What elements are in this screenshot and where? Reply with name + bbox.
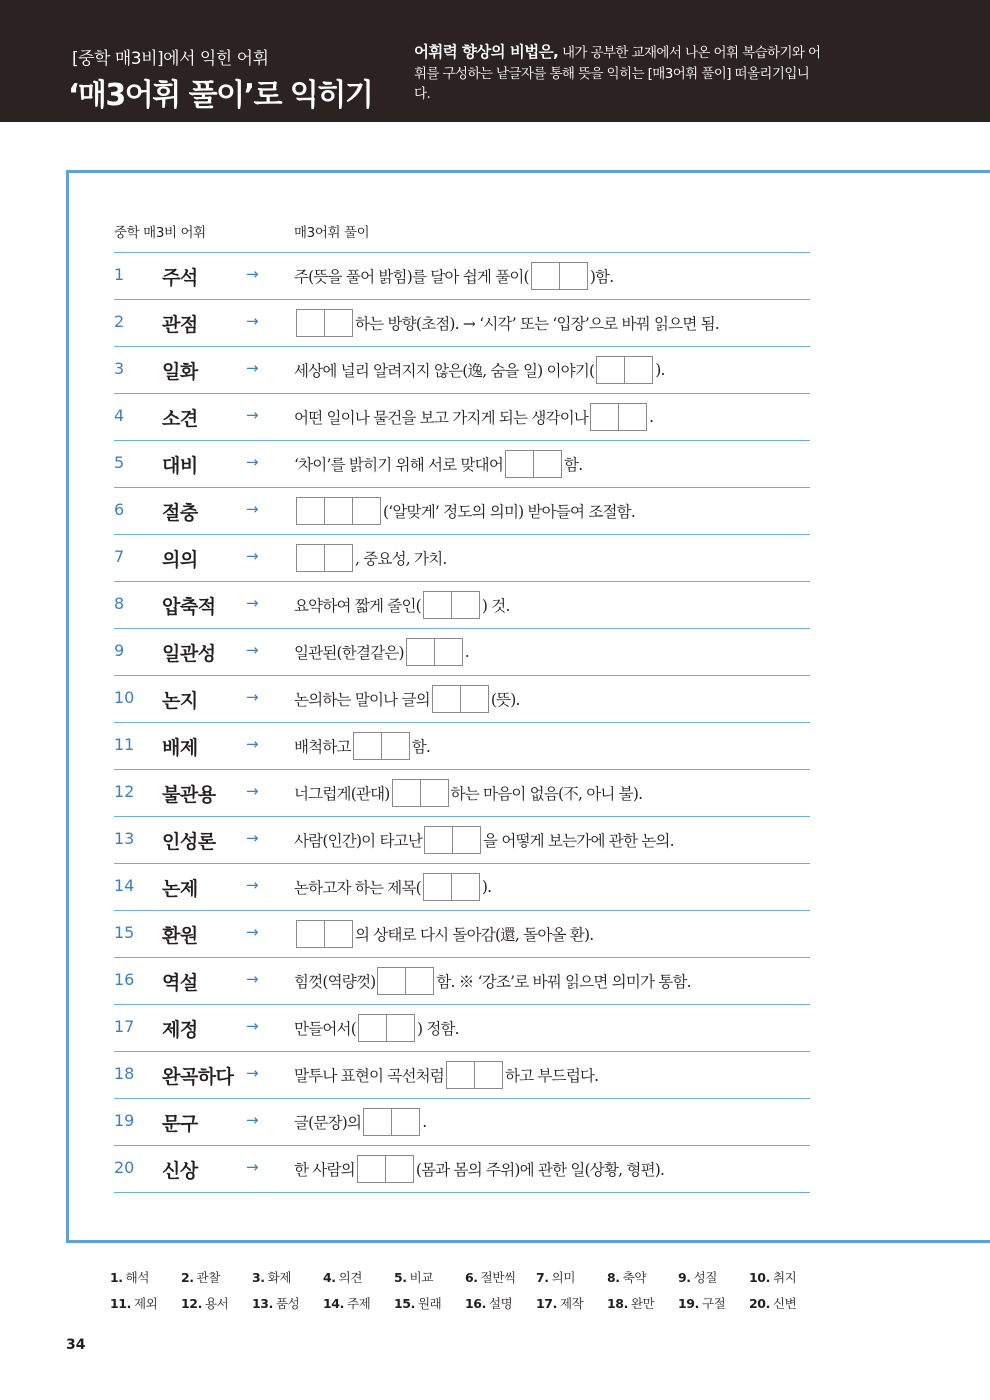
answer-key-row bbox=[110, 1268, 830, 1294]
vocab-word: 불관용 bbox=[162, 784, 216, 806]
explanation-prefix: 요약하여 짧게 줄인( bbox=[294, 597, 421, 615]
answer-number: 12. bbox=[181, 1296, 202, 1311]
explanation-suffix: 하는 마음이 없음(不, 아니 불). bbox=[450, 785, 643, 803]
explanation-prefix: 배척하고 bbox=[294, 738, 351, 756]
header-subtitle: [중학 매3비]에서 익힌 어휘 bbox=[72, 49, 269, 69]
vocab-word: 의의 bbox=[162, 549, 198, 571]
row-number: 7 bbox=[114, 547, 125, 566]
answer-blank-box[interactable] bbox=[505, 450, 562, 478]
arrow-icon: → bbox=[246, 782, 259, 800]
explanation-prefix: 너그럽게(관대) bbox=[294, 785, 390, 803]
answer-blank-box[interactable] bbox=[296, 309, 353, 337]
explanation-suffix: )함. bbox=[589, 268, 614, 286]
explanation-prefix: 세상에 널리 알려지지 않은(逸, 숨을 일) 이야기( bbox=[294, 362, 595, 380]
answer-item bbox=[110, 1268, 149, 1286]
row-number: 11 bbox=[114, 735, 135, 754]
page-number: 34 bbox=[66, 1337, 86, 1353]
vocab-row bbox=[114, 770, 810, 817]
vocab-explanation bbox=[294, 441, 582, 487]
answer-item bbox=[607, 1268, 646, 1286]
row-number: 12 bbox=[114, 782, 135, 801]
explanation-suffix: ) 것. bbox=[481, 597, 510, 615]
answer-item bbox=[252, 1294, 299, 1312]
answer-item bbox=[394, 1268, 433, 1286]
vocab-explanation bbox=[294, 253, 613, 299]
answer-item bbox=[323, 1268, 362, 1286]
vocab-explanation bbox=[294, 535, 447, 581]
answer-blank-box[interactable] bbox=[423, 873, 480, 901]
vocab-explanation bbox=[294, 770, 642, 816]
vocab-word: 일관성 bbox=[162, 643, 216, 665]
arrow-icon: → bbox=[246, 876, 259, 894]
arrow-icon: → bbox=[246, 500, 259, 518]
row-number: 5 bbox=[114, 453, 125, 472]
vocab-explanation bbox=[294, 629, 469, 675]
answer-number: 19. bbox=[678, 1296, 699, 1311]
answer-item bbox=[749, 1268, 796, 1286]
row-number: 2 bbox=[114, 312, 125, 331]
explanation-prefix: 논의하는 말이나 글의 bbox=[294, 691, 430, 709]
vocab-row bbox=[114, 958, 810, 1005]
explanation-suffix: 의 상태로 다시 돌아감(還, 돌아올 환). bbox=[355, 926, 594, 944]
vocab-row bbox=[114, 676, 810, 723]
vocab-explanation bbox=[294, 1052, 598, 1098]
explanation-prefix: 논하고자 하는 제목( bbox=[294, 879, 421, 897]
header-description bbox=[414, 42, 824, 105]
answer-blank-box[interactable] bbox=[296, 497, 381, 525]
column-header-vocab: 중학 매3비 어휘 bbox=[114, 225, 206, 241]
answer-blank-box[interactable] bbox=[406, 638, 463, 666]
answer-text: 해석 bbox=[125, 1270, 150, 1285]
answer-number: 15. bbox=[394, 1296, 415, 1311]
answer-blank-box[interactable] bbox=[357, 1155, 414, 1183]
answer-item bbox=[678, 1294, 725, 1312]
arrow-icon: → bbox=[246, 594, 259, 612]
answer-item bbox=[394, 1294, 441, 1312]
row-number: 13 bbox=[114, 829, 135, 848]
answer-item bbox=[181, 1294, 228, 1312]
vocab-row bbox=[114, 723, 810, 770]
explanation-suffix: (‘알맞게’ 정도의 의미) 받아들여 조절함. bbox=[383, 503, 635, 521]
vocab-row bbox=[114, 629, 810, 676]
answer-item bbox=[607, 1294, 654, 1312]
arrow-icon: → bbox=[246, 453, 259, 471]
vocab-explanation bbox=[294, 582, 510, 628]
arrow-icon: → bbox=[246, 641, 259, 659]
vocab-row bbox=[114, 817, 810, 864]
answer-blank-box[interactable] bbox=[590, 403, 647, 431]
answer-number: 6. bbox=[465, 1270, 478, 1285]
vocab-word: 대비 bbox=[162, 455, 198, 477]
answer-blank-box[interactable] bbox=[392, 779, 449, 807]
answer-item bbox=[536, 1268, 575, 1286]
vocab-word: 신상 bbox=[162, 1160, 198, 1182]
answer-text: 원래 bbox=[417, 1296, 442, 1311]
answer-item bbox=[323, 1294, 370, 1312]
answer-number: 2. bbox=[181, 1270, 194, 1285]
vocab-row bbox=[114, 911, 810, 958]
arrow-icon: → bbox=[246, 829, 259, 847]
answer-item bbox=[110, 1294, 157, 1312]
answer-number: 1. bbox=[110, 1270, 123, 1285]
arrow-icon: → bbox=[246, 359, 259, 377]
explanation-suffix: . bbox=[464, 643, 469, 661]
answer-blank-box[interactable] bbox=[432, 685, 489, 713]
explanation-suffix: . bbox=[422, 1113, 427, 1131]
answer-number: 18. bbox=[607, 1296, 628, 1311]
answer-number: 5. bbox=[394, 1270, 407, 1285]
row-number: 10 bbox=[114, 688, 135, 707]
row-number: 18 bbox=[114, 1064, 135, 1083]
vocab-row bbox=[114, 253, 810, 300]
answer-blank-box[interactable] bbox=[446, 1061, 503, 1089]
vocab-word: 제정 bbox=[162, 1019, 198, 1041]
answer-item bbox=[465, 1294, 512, 1312]
vocab-row bbox=[114, 1146, 810, 1193]
arrow-icon: → bbox=[246, 1064, 259, 1082]
row-number: 1 bbox=[114, 265, 125, 284]
explanation-suffix: (몸과 몸의 주위)에 관한 일(상황, 형편). bbox=[415, 1161, 665, 1179]
vocab-explanation bbox=[294, 1099, 426, 1145]
answer-text: 용서 bbox=[204, 1296, 229, 1311]
row-number: 19 bbox=[114, 1111, 135, 1130]
column-header-explanation: 매3어휘 풀이 bbox=[294, 225, 370, 241]
vocab-row bbox=[114, 488, 810, 535]
answer-text: 제작 bbox=[559, 1296, 584, 1311]
arrow-icon: → bbox=[246, 406, 259, 424]
vocab-word: 소견 bbox=[162, 408, 198, 430]
explanation-prefix: 사람(인간)이 타고난 bbox=[294, 832, 423, 850]
answer-number: 16. bbox=[465, 1296, 486, 1311]
explanation-prefix: 어떤 일이나 물건을 보고 가지게 되는 생각이나 bbox=[294, 409, 589, 427]
answer-text: 완만 bbox=[630, 1296, 655, 1311]
answer-text: 신변 bbox=[772, 1296, 797, 1311]
vocab-explanation bbox=[294, 723, 430, 769]
row-number: 9 bbox=[114, 641, 125, 660]
vocab-row bbox=[114, 441, 810, 488]
answer-blank-box[interactable] bbox=[596, 356, 653, 384]
arrow-icon: → bbox=[246, 312, 259, 330]
vocab-word: 주석 bbox=[162, 267, 198, 289]
row-number: 3 bbox=[114, 359, 125, 378]
vocab-word: 문구 bbox=[162, 1113, 198, 1135]
vocab-word: 환원 bbox=[162, 925, 198, 947]
header-description-bold: 어휘력 향상의 비법은, bbox=[414, 43, 559, 61]
explanation-suffix: ) 정함. bbox=[416, 1020, 459, 1038]
explanation-prefix: 일관된(한결같은) bbox=[294, 644, 404, 662]
answer-item bbox=[678, 1268, 717, 1286]
explanation-suffix: 을 어떻게 보는가에 관한 논의. bbox=[483, 832, 674, 850]
page-header bbox=[0, 0, 990, 122]
explanation-suffix: ). bbox=[481, 878, 492, 896]
answer-text: 비교 bbox=[409, 1270, 434, 1285]
answer-text: 의견 bbox=[338, 1270, 363, 1285]
vocab-word: 역설 bbox=[162, 972, 198, 994]
vocab-row bbox=[114, 347, 810, 394]
vocab-explanation bbox=[294, 911, 593, 957]
explanation-prefix: 힘껏(역량껏) bbox=[294, 973, 376, 991]
answer-number: 4. bbox=[323, 1270, 336, 1285]
row-number: 20 bbox=[114, 1158, 135, 1177]
explanation-suffix: , 중요성, 가치. bbox=[355, 550, 447, 568]
answer-item bbox=[465, 1268, 516, 1286]
vocab-explanation bbox=[294, 300, 719, 346]
vocab-explanation bbox=[294, 817, 674, 863]
explanation-prefix: 말투나 표현이 곡선처럼 bbox=[294, 1067, 444, 1085]
arrow-icon: → bbox=[246, 1017, 259, 1035]
vocab-row bbox=[114, 864, 810, 911]
arrow-icon: → bbox=[246, 1158, 259, 1176]
answer-number: 7. bbox=[536, 1270, 549, 1285]
answer-text: 축약 bbox=[622, 1270, 647, 1285]
arrow-icon: → bbox=[246, 547, 259, 565]
answer-item bbox=[536, 1294, 583, 1312]
vocab-explanation bbox=[294, 958, 691, 1004]
vocab-explanation bbox=[294, 1005, 459, 1051]
header-title: ‘매3어휘 풀이’로 익히기 bbox=[68, 78, 373, 113]
row-number: 17 bbox=[114, 1017, 135, 1036]
vocab-word: 논제 bbox=[162, 878, 198, 900]
answer-text: 설명 bbox=[488, 1296, 513, 1311]
arrow-icon: → bbox=[246, 265, 259, 283]
vocab-row bbox=[114, 1005, 810, 1052]
answer-text: 화제 bbox=[267, 1270, 292, 1285]
answer-text: 제외 bbox=[133, 1296, 158, 1311]
answer-item bbox=[181, 1268, 220, 1286]
vocab-word: 인성론 bbox=[162, 831, 216, 853]
header-description-text: 내가 공부한 교재에서 나온 어휘 복습하기와 어휘를 구성하는 낱글자를 통해 뜻을 익히는 [매3어휘 풀이] 떠올리기입니다. bbox=[414, 45, 821, 102]
vocab-row bbox=[114, 1099, 810, 1146]
answer-text: 의미 bbox=[551, 1270, 576, 1285]
vocab-explanation bbox=[294, 394, 653, 440]
answer-number: 17. bbox=[536, 1296, 557, 1311]
answer-blank-box[interactable] bbox=[424, 826, 481, 854]
vocab-explanation bbox=[294, 676, 520, 722]
answer-item bbox=[749, 1294, 796, 1312]
answer-text: 취지 bbox=[772, 1270, 797, 1285]
row-number: 6 bbox=[114, 500, 125, 519]
explanation-suffix: 함. bbox=[564, 456, 583, 474]
answer-item bbox=[252, 1268, 291, 1286]
vocab-list bbox=[114, 252, 810, 1193]
answer-blank-box[interactable] bbox=[296, 920, 353, 948]
explanation-suffix: ). bbox=[655, 361, 665, 379]
answer-number: 20. bbox=[749, 1296, 770, 1311]
explanation-suffix: . bbox=[649, 408, 654, 426]
answer-number: 11. bbox=[110, 1296, 131, 1311]
explanation-suffix: (뜻). bbox=[490, 691, 520, 709]
arrow-icon: → bbox=[246, 735, 259, 753]
answer-text: 성질 bbox=[693, 1270, 718, 1285]
vocab-word: 일화 bbox=[162, 361, 198, 383]
answer-blank-box[interactable] bbox=[377, 967, 434, 995]
answer-text: 주제 bbox=[346, 1296, 371, 1311]
vocab-row bbox=[114, 535, 810, 582]
vocab-row bbox=[114, 300, 810, 347]
explanation-prefix: 만들어서( bbox=[294, 1020, 356, 1038]
answer-key bbox=[110, 1268, 830, 1320]
explanation-prefix: 주(뜻을 풀어 밝힘)를 달아 쉽게 풀이( bbox=[294, 268, 529, 286]
answer-text: 품성 bbox=[275, 1296, 300, 1311]
vocab-explanation bbox=[294, 1146, 664, 1192]
vocab-word: 완곡하다 bbox=[162, 1066, 234, 1088]
explanation-prefix: ‘차이’를 밝히기 위해 서로 맞대어 bbox=[294, 456, 504, 474]
answer-blank-box[interactable] bbox=[423, 591, 480, 619]
vocab-word: 압축적 bbox=[162, 596, 216, 618]
vocab-explanation bbox=[294, 347, 665, 393]
vocab-word: 배제 bbox=[162, 737, 198, 759]
explanation-suffix: 함. ※ ‘강조’로 바꿔 읽으면 의미가 통함. bbox=[436, 973, 691, 991]
arrow-icon: → bbox=[246, 688, 259, 706]
explanation-prefix: 글(문장)의 bbox=[294, 1114, 362, 1132]
answer-key-row bbox=[110, 1294, 830, 1320]
row-number: 15 bbox=[114, 923, 135, 942]
answer-number: 10. bbox=[749, 1270, 770, 1285]
answer-blank-box[interactable] bbox=[531, 262, 588, 290]
vocab-row bbox=[114, 582, 810, 629]
row-number: 16 bbox=[114, 970, 135, 989]
answer-text: 절반씩 bbox=[480, 1270, 516, 1285]
vocab-word: 관점 bbox=[162, 314, 198, 336]
vocab-word: 논지 bbox=[162, 690, 198, 712]
arrow-icon: → bbox=[246, 1111, 259, 1129]
arrow-icon: → bbox=[246, 970, 259, 988]
row-number: 14 bbox=[114, 876, 135, 895]
vocab-row bbox=[114, 1052, 810, 1099]
arrow-icon: → bbox=[246, 923, 259, 941]
explanation-prefix: 한 사람의 bbox=[294, 1161, 355, 1179]
answer-text: 관찰 bbox=[196, 1270, 221, 1285]
explanation-suffix: 하고 부드럽다. bbox=[505, 1067, 599, 1085]
row-number: 8 bbox=[114, 594, 125, 613]
vocab-row bbox=[114, 394, 810, 441]
answer-blank-box[interactable] bbox=[296, 544, 353, 572]
answer-number: 14. bbox=[323, 1296, 344, 1311]
vocab-word: 절충 bbox=[162, 502, 198, 524]
answer-number: 3. bbox=[252, 1270, 265, 1285]
answer-number: 8. bbox=[607, 1270, 620, 1285]
answer-blank-box[interactable] bbox=[358, 1014, 415, 1042]
answer-blank-box[interactable] bbox=[363, 1108, 420, 1136]
answer-text: 구절 bbox=[701, 1296, 726, 1311]
vocab-explanation bbox=[294, 488, 635, 534]
vocab-explanation bbox=[294, 864, 491, 910]
explanation-suffix: 함. bbox=[411, 738, 431, 756]
answer-number: 9. bbox=[678, 1270, 691, 1285]
explanation-suffix: 하는 방향(초점). → ‘시각’ 또는 ‘입장’으로 바꿔 읽으면 됨. bbox=[355, 315, 719, 333]
answer-number: 13. bbox=[252, 1296, 273, 1311]
answer-blank-box[interactable] bbox=[353, 732, 410, 760]
row-number: 4 bbox=[114, 406, 125, 425]
